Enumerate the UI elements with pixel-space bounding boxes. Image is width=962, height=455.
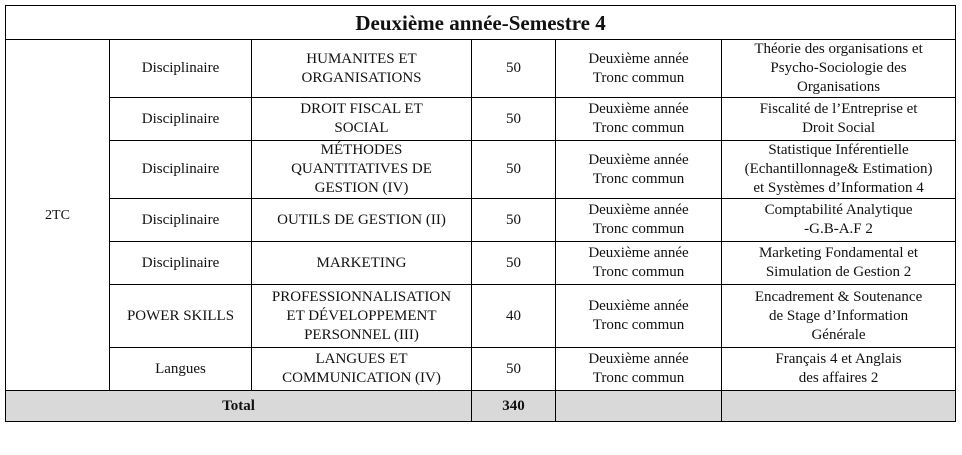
table-row [6, 242, 956, 285]
category-cell: Disciplinaire [110, 40, 252, 98]
level-cell [556, 348, 722, 391]
module-cell [252, 98, 472, 141]
courses-cell [722, 199, 956, 242]
module-cell-line: DROIT FISCAL ET [300, 101, 423, 117]
hours-cell: 50 [472, 199, 556, 242]
courses-cell-line: Comptabilité Analytique [764, 202, 913, 218]
level-cell [556, 40, 722, 98]
level-cell-line: Tronc commun [592, 317, 685, 333]
module-cell-line: MÉTHODES [320, 142, 403, 158]
curriculum-table [5, 5, 956, 422]
table-row [6, 40, 956, 98]
module-cell [252, 141, 472, 199]
table-row [6, 98, 956, 141]
courses-cell-line: Théorie des organisations et [754, 41, 923, 57]
level-cell-line: Deuxième année [588, 101, 689, 117]
level-cell-line: Tronc commun [592, 120, 685, 136]
courses-cell-line: Simulation de Gestion 2 [765, 264, 912, 280]
level-cell [556, 98, 722, 141]
hours-cell: 50 [472, 98, 556, 141]
level-cell [556, 199, 722, 242]
level-cell-line: Deuxième année [588, 298, 689, 314]
module-cell [252, 199, 472, 242]
courses-cell-line: Marketing Fondamental et [758, 245, 919, 261]
module-cell-line: PERSONNEL (III) [304, 326, 419, 343]
module-cell-line: GESTION (IV) [314, 180, 409, 196]
level-cell-line: Tronc commun [592, 170, 685, 187]
level-cell [556, 141, 722, 199]
level-cell [556, 285, 722, 348]
level-cell-line: Tronc commun [592, 264, 685, 280]
level-cell-line: Deuxième année [588, 202, 689, 218]
category-cell: Disciplinaire [110, 141, 252, 199]
module-cell-line: PROFESSIONNALISATION [271, 288, 452, 305]
module-cell-line: SOCIAL [334, 120, 389, 136]
level-cell [556, 242, 722, 285]
table-body [6, 6, 956, 422]
module-cell-line: HUMANITES ET [306, 50, 417, 67]
courses-cell-line: Organisations [797, 79, 881, 95]
module-cell [252, 40, 472, 98]
level-cell-line: Tronc commun [592, 221, 685, 237]
module-cell-line: COMMUNICATION (IV) [282, 370, 441, 386]
level-cell-line: Deuxième année [588, 245, 689, 261]
courses-cell [722, 242, 956, 285]
category-cell: Langues [110, 348, 252, 391]
category-cell: Disciplinaire [110, 98, 252, 141]
module-cell [252, 348, 472, 391]
courses-cell [722, 348, 956, 391]
hours-cell: 40 [472, 285, 556, 348]
table-title: Deuxième année-Semestre 4 [6, 6, 956, 40]
module-cell-line: MARKETING [316, 254, 407, 271]
level-cell-line: Deuxième année [588, 50, 689, 67]
category-cell: POWER SKILLS [110, 285, 252, 348]
courses-cell-line: Encadrement & Soutenance [754, 288, 923, 305]
hours-cell: 50 [472, 141, 556, 199]
courses-cell-line: Fiscalité de l’Entreprise et [759, 101, 918, 117]
courses-cell-line: (Echantillonnage& Estimation) [744, 161, 933, 177]
courses-cell [722, 98, 956, 141]
hours-cell: 50 [472, 242, 556, 285]
module-cell-line: LANGUES ET [315, 351, 408, 367]
program-code-cell: 2TC [6, 40, 110, 391]
courses-cell-line: Générale [811, 326, 866, 343]
total-hours: 340 [472, 391, 556, 422]
total-row [6, 391, 956, 422]
courses-cell [722, 40, 956, 98]
level-cell-line: Deuxième année [588, 151, 689, 168]
level-cell-line: Tronc commun [592, 370, 685, 386]
category-cell: Disciplinaire [110, 242, 252, 285]
courses-cell-line: Français 4 et Anglais [775, 351, 902, 367]
hours-cell: 50 [472, 348, 556, 391]
module-cell [252, 242, 472, 285]
courses-cell [722, 141, 956, 199]
category-cell: Disciplinaire [110, 199, 252, 242]
total-empty-cell [556, 391, 722, 422]
courses-cell [722, 285, 956, 348]
courses-cell-line: et Systèmes d’Information 4 [753, 180, 924, 196]
module-cell-line: OUTILS DE GESTION (II) [277, 211, 446, 228]
courses-cell-line: de Stage d’Information [768, 307, 909, 324]
courses-cell-line: Droit Social [802, 120, 875, 136]
title-row [6, 6, 956, 40]
courses-cell-line: -G.B-A.F 2 [804, 221, 873, 237]
level-cell-line: Tronc commun [592, 69, 685, 86]
table-row [6, 141, 956, 199]
total-label: Total [6, 391, 472, 422]
table-row [6, 348, 956, 391]
module-cell-line: ORGANISATIONS [301, 69, 422, 86]
hours-cell: 50 [472, 40, 556, 98]
table-row [6, 285, 956, 348]
courses-cell-line: des affaires 2 [798, 370, 879, 386]
total-empty-cell [722, 391, 956, 422]
module-cell [252, 285, 472, 348]
table-row [6, 199, 956, 242]
courses-cell-line: Psycho-Sociologie des [770, 60, 907, 76]
courses-cell-line: Statistique Inférentielle [768, 142, 909, 158]
module-cell-line: QUANTITATIVES DE [291, 161, 432, 177]
module-cell-line: ET DÉVELOPPEMENT [286, 307, 437, 324]
level-cell-line: Deuxième année [588, 351, 689, 367]
